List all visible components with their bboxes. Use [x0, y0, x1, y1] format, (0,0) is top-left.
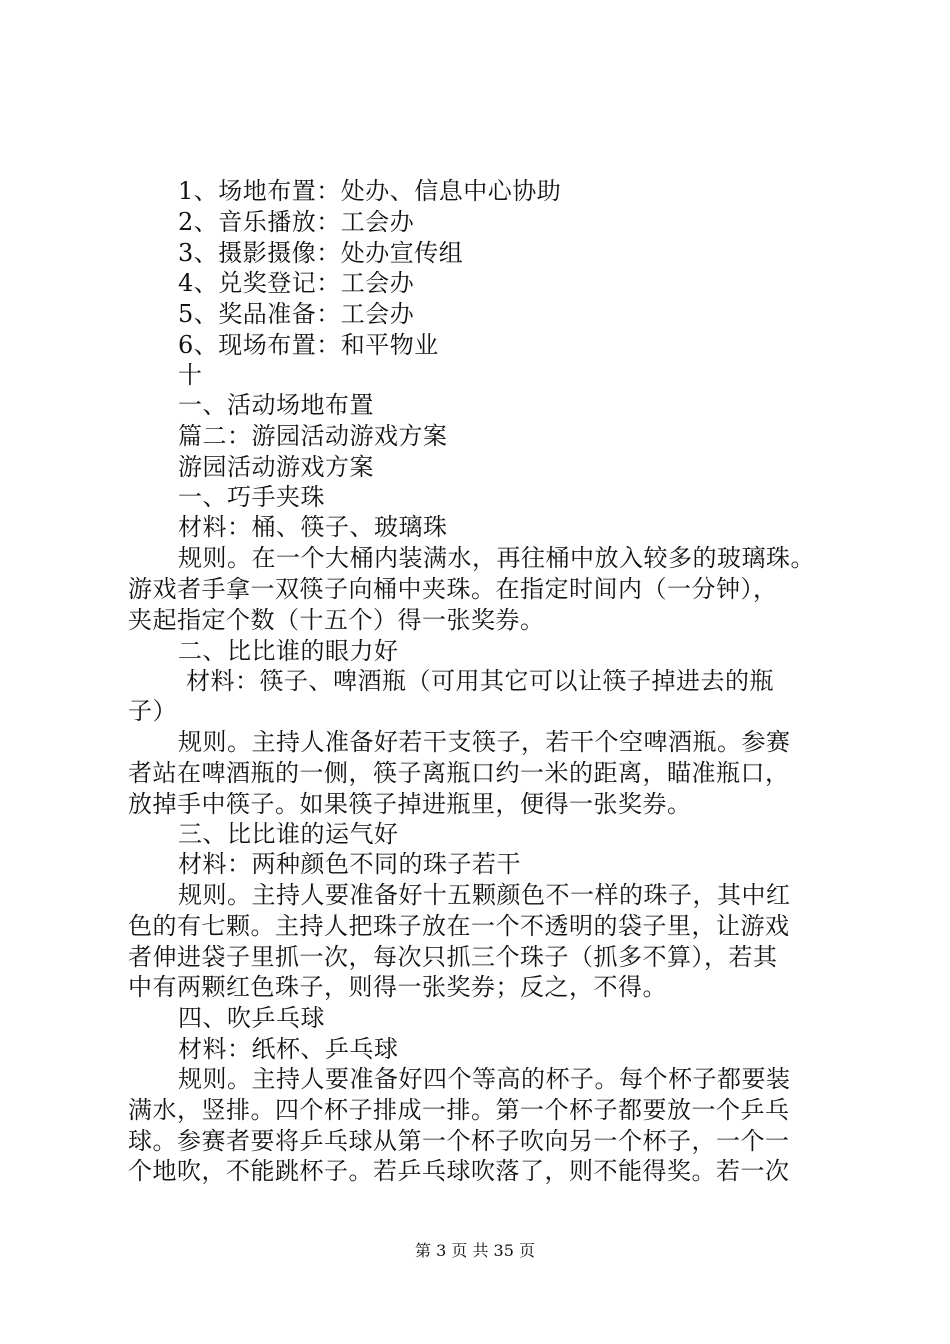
- text-line: 规则。主持人准备好若干支筷子，若干个空啤酒瓶。参赛: [178, 728, 791, 756]
- text-line: 满水，竖排。四个杯子排成一排。第一个杯子都要放一个乒乓: [128, 1096, 790, 1124]
- text-line: 规则。在一个大桶内装满水，再往桶中放入较多的玻璃珠。: [178, 544, 815, 572]
- text-line: 游园活动游戏方案: [178, 453, 374, 481]
- text-line: 材料：纸杯、乒乓球: [178, 1035, 399, 1063]
- text-line: 四、吹乒乓球: [178, 1004, 325, 1032]
- page-footer: 第 3 页 共 35 页: [415, 1241, 535, 1260]
- text-line: 3、摄影摄像：处办宣传组: [178, 239, 464, 267]
- text-line: 子）: [128, 697, 177, 725]
- text-line: 材料：桶、筷子、玻璃珠: [178, 513, 448, 541]
- text-line: 1、场地布置：处办、信息中心协助: [178, 177, 562, 205]
- text-line: 材料：筷子、啤酒瓶（可用其它可以让筷子掉进去的瓶: [186, 667, 774, 695]
- text-line: 中有两颗红色珠子，则得一张奖券；反之，不得。: [128, 973, 667, 1001]
- text-line: 一、巧手夹珠: [178, 483, 325, 511]
- text-line: 5、奖品准备：工会办: [178, 300, 415, 328]
- text-line: 二、比比谁的眼力好: [178, 637, 399, 665]
- text-line: 三、比比谁的运气好: [178, 820, 399, 848]
- text-line: 2、音乐播放：工会办: [178, 208, 415, 236]
- text-line: 夹起指定个数（十五个）得一张奖券。: [128, 606, 545, 634]
- text-line: 个地吹，不能跳杯子。若乒乓球吹落了，则不能得奖。若一次: [128, 1157, 790, 1185]
- text-line: 6、现场布置：和平物业: [178, 331, 439, 359]
- text-line: 色的有七颗。主持人把珠子放在一个不透明的袋子里，让游戏: [128, 912, 790, 940]
- text-line: 十: [178, 361, 203, 389]
- text-line: 规则。主持人要准备好十五颗颜色不一样的珠子，其中红: [178, 881, 791, 909]
- text-line: 游戏者手拿一双筷子向桶中夹珠。在指定时间内（一分钟），: [128, 575, 778, 603]
- text-line: 规则。主持人要准备好四个等高的杯子。每个杯子都要装: [178, 1065, 791, 1093]
- text-line: 者伸进袋子里抓一次，每次只抓三个珠子（抓多不算），若其: [128, 943, 778, 971]
- text-line: 放掉手中筷子。如果筷子掉进瓶里，便得一张奖券。: [128, 790, 692, 818]
- text-line: 篇二：游园活动游戏方案: [178, 422, 448, 450]
- text-line: 一、活动场地布置: [178, 391, 374, 419]
- text-line: 4、兑奖登记：工会办: [178, 269, 415, 297]
- text-line: 材料：两种颜色不同的珠子若干: [178, 850, 521, 878]
- text-line: 者站在啤酒瓶的一侧，筷子离瓶口约一米的距离，瞄准瓶口，: [128, 759, 790, 787]
- text-line: 球。参赛者要将乒乓球从第一个杯子吹向另一个杯子，一个一: [128, 1127, 790, 1155]
